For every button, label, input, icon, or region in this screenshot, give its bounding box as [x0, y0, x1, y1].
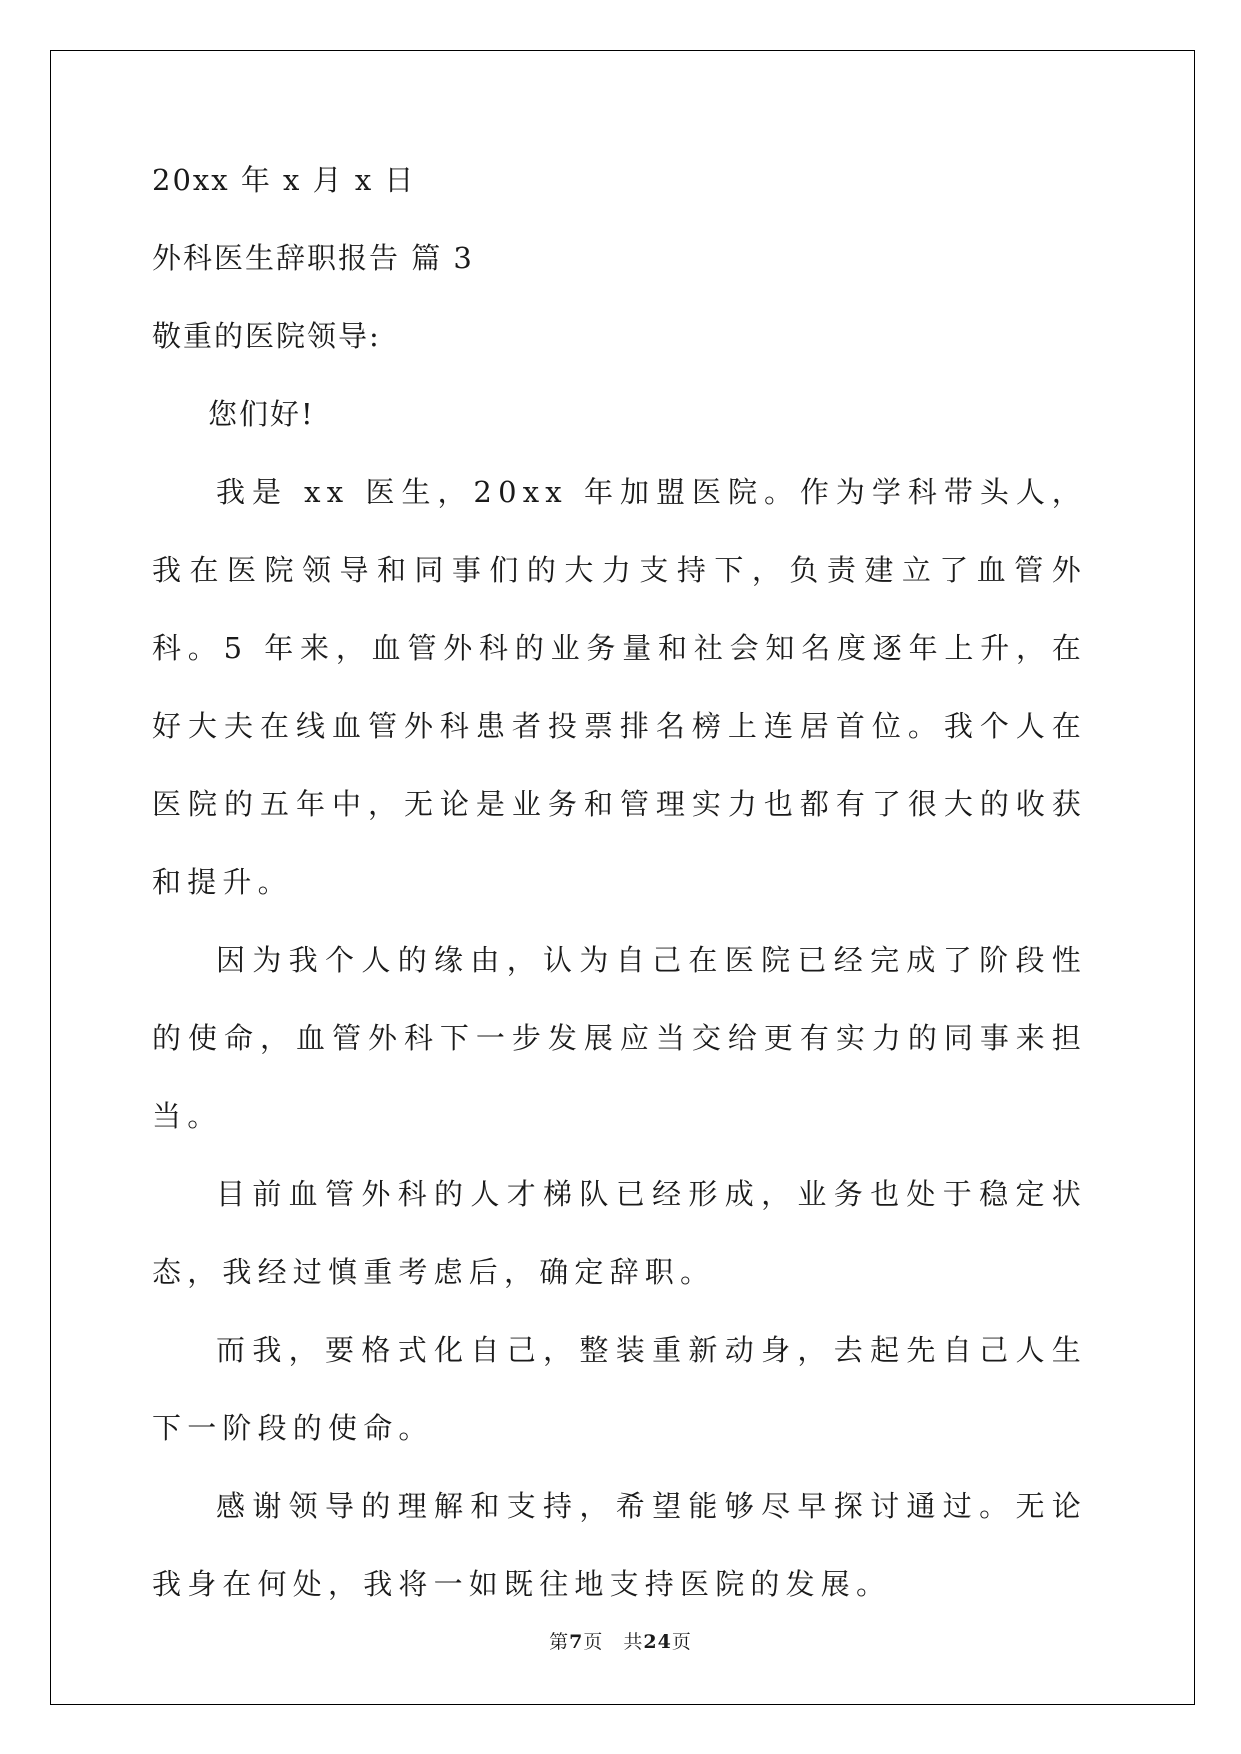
paragraph: 感谢领导的理解和支持，希望能够尽早探讨通过。无论我身在何处，我将一如既往地支持医院的发展。	[152, 1489, 1087, 1601]
document-body	[152, 160, 1087, 1623]
footer-prefix: 第	[549, 1631, 570, 1653]
date-line: 20xx 年 x 月 x 日	[152, 163, 416, 197]
paragraph: 而我，要格式化自己，整装重新动身，去起先自己人生下一阶段的使命。	[152, 1333, 1087, 1445]
salutation: 敬重的医院领导:	[152, 319, 381, 353]
paragraph: 我是 xx 医生，20xx 年加盟医院。作为学科带头人，我在医院领导和同事们的大力支持下，负责建立了血管外科。5 年来，血管外科的业务量和社会知名度逐年上升，在好大夫在线血管外科患者投票排名榜上连居首位。我个人在医院的五年中，无论是业务和管理实力也都有了很大的收获和提升。	[152, 475, 1087, 899]
footer-middle: 页 共	[583, 1631, 644, 1653]
page-number: 7	[569, 1631, 584, 1653]
document-title: 外科医生辞职报告 篇 3	[152, 241, 474, 275]
page-footer	[0, 1627, 1241, 1654]
paragraph: 因为我个人的缘由，认为自己在医院已经完成了阶段性的使命，血管外科下一步发展应当交给更有实力的同事来担当。	[152, 943, 1087, 1133]
paragraph: 目前血管外科的人才梯队已经形成，业务也处于稳定状态，我经过慎重考虑后，确定辞职。	[152, 1177, 1087, 1289]
greeting: 您们好!	[208, 397, 315, 431]
footer-suffix: 页	[671, 1631, 692, 1653]
page-total: 24	[643, 1631, 672, 1653]
